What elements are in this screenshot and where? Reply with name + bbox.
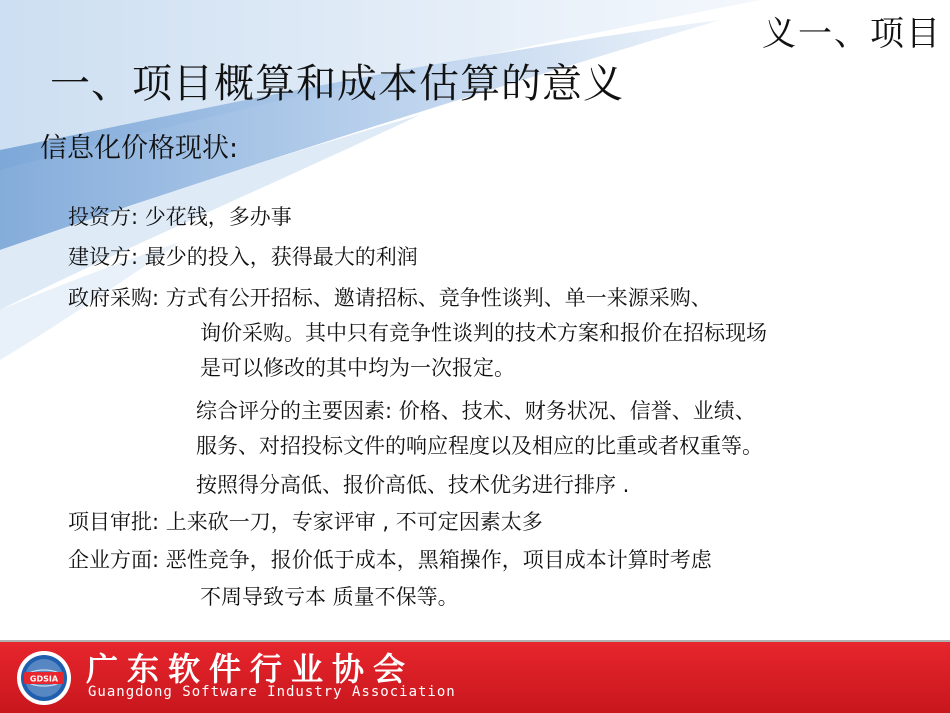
association-logo-icon (16, 650, 72, 706)
text-line-scoring-factors: 综合评分的主要因素: 价格、技术、财务状况、信誉、业绩、 (196, 399, 756, 423)
text-line-government: 政府采购: 方式有公开招标、邀请招标、竞争性谈判、单一来源采购、 (68, 286, 712, 310)
text-line-ranking: 按照得分高低、报价高低、技术优劣进行排序 . (196, 473, 630, 497)
text-line-enterprise: 企业方面: 恶性竞争，报价低于成本，黑箱操作，项目成本计算时考虑 (68, 548, 712, 572)
section-subtitle: 信息化价格现状: (40, 133, 239, 164)
text-line-builder: 建设方: 最少的投入，获得最大的利润 (68, 245, 418, 269)
logo-text: GDSIA (29, 674, 59, 684)
association-name-en: Guangdong Software Industry Association (88, 684, 456, 700)
text-line-approval: 项目审批: 上来砍一刀，专家评审 , 不可定因素太多 (68, 510, 543, 534)
text-line-government-cont-2: 是可以修改的其中均为一次报定。 (200, 356, 515, 380)
text-line-scoring-factors-cont: 服务、对招投标文件的响应程度以及相应的比重或者权重等。 (196, 434, 763, 458)
corner-title: 义一、项目 (762, 14, 942, 54)
page-title: 一、项目概算和成本估算的意义 (50, 61, 624, 107)
text-line-investor: 投资方: 少花钱，多办事 (68, 205, 292, 229)
footer-banner (0, 640, 950, 713)
text-line-government-cont-1: 询价采购。其中只有竞争性谈判的技术方案和报价在招标现场 (200, 321, 767, 345)
association-name-cn: 广东软件行业协会 (86, 650, 415, 688)
text-line-enterprise-cont: 不周导致亏本 质量不保等。 (200, 585, 459, 609)
footer-divider (0, 640, 950, 642)
